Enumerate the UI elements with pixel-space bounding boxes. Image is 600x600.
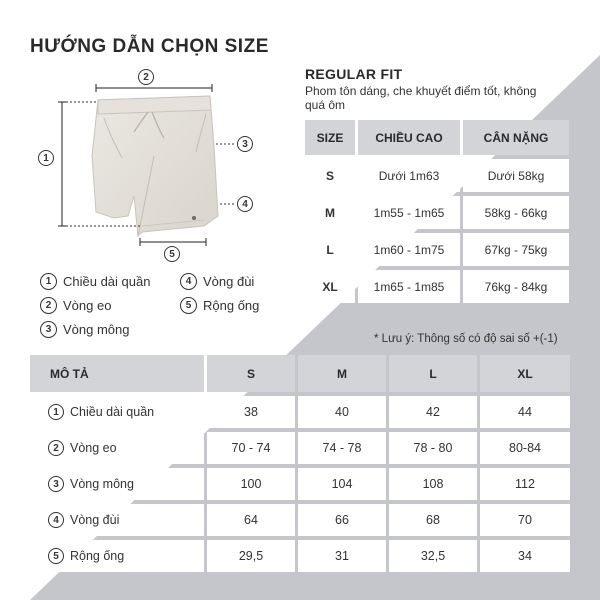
height-cell: Dưới 1m63: [358, 159, 460, 192]
measure-value: 32,5: [389, 540, 477, 572]
measure-row-label: [30, 468, 204, 500]
shorts-illustration: [30, 66, 270, 266]
measure-number: 5: [48, 548, 64, 564]
legend-number: 2: [40, 297, 57, 314]
measure-header-size: XL: [480, 355, 570, 392]
measure-value: 74 - 78: [298, 432, 386, 464]
tolerance-note: * Lưu ý: Thông số có độ sai số +(-1): [374, 333, 558, 345]
measure-value: 78 - 80: [389, 432, 477, 464]
size-table-header: CÂN NẶNG: [463, 120, 569, 155]
measure-number: 2: [48, 440, 64, 456]
measure-number: 4: [48, 512, 64, 528]
weight-cell: 76kg - 84kg: [463, 270, 569, 303]
size-table-header: SIZE: [305, 120, 355, 155]
legend-number: 4: [180, 273, 197, 290]
height-cell: 1m60 - 1m75: [358, 233, 460, 266]
height-cell: 1m65 - 1m85: [358, 270, 460, 303]
legend-label: Chiều dài quần: [63, 274, 151, 289]
size-cell: S: [305, 159, 355, 192]
measure-label: Rộng ống: [70, 549, 125, 563]
shorts-diagram: [30, 66, 270, 266]
weight-cell: 67kg - 75kg: [463, 233, 569, 266]
legend-item: [40, 321, 130, 338]
size-cell: XL: [305, 270, 355, 303]
legend-label: Vòng mông: [63, 322, 130, 337]
fit-description: Phom tôn dáng, che khuyết điểm tốt, không quá ôm: [305, 84, 537, 112]
legend-label: Rộng ống: [203, 298, 260, 313]
measure-row-label: [30, 540, 204, 572]
measure-value: 104: [298, 468, 386, 500]
measure-value: 66: [298, 504, 386, 536]
weight-cell: 58kg - 66kg: [463, 196, 569, 229]
page-title: HƯỚNG DẪN CHỌN SIZE: [30, 36, 269, 57]
size-cell: M: [305, 196, 355, 229]
measure-value: 44: [480, 396, 570, 428]
measure-value: 38: [207, 396, 295, 428]
measure-number: 1: [48, 404, 64, 420]
measure-value: 31: [298, 540, 386, 572]
legend-item: [180, 297, 259, 314]
measure-label: Vòng đùi: [70, 513, 120, 527]
legend-item: [40, 273, 150, 290]
marker-5: 5: [164, 246, 180, 262]
marker-2: 2: [138, 69, 154, 85]
size-table-header: CHIỀU CAO: [358, 120, 460, 155]
height-cell: 1m55 - 1m65: [358, 196, 460, 229]
marker-1: 1: [38, 150, 54, 166]
legend-number: 1: [40, 273, 57, 290]
measure-value: 108: [389, 468, 477, 500]
measure-value: 64: [207, 504, 295, 536]
measure-value: 100: [207, 468, 295, 500]
weight-cell: Dưới 58kg: [463, 159, 569, 192]
measure-label: Vòng mông: [70, 477, 134, 491]
legend-item: [40, 297, 111, 314]
measure-header-size: M: [298, 355, 386, 392]
legend-number: 3: [40, 321, 57, 338]
measure-row-label: [30, 504, 204, 536]
measure-header-description: MÔ TẢ: [30, 355, 204, 392]
measure-value: 40: [298, 396, 386, 428]
measure-label: Chiều dài quần: [70, 405, 155, 419]
legend-item: [180, 273, 254, 290]
measure-value: 112: [480, 468, 570, 500]
measure-value: 68: [389, 504, 477, 536]
size-cell: L: [305, 233, 355, 266]
legend-number: 5: [180, 297, 197, 314]
marker-3: 3: [237, 136, 253, 152]
measure-value: 42: [389, 396, 477, 428]
measure-value: 29,5: [207, 540, 295, 572]
marker-4: 4: [237, 196, 253, 212]
measurement-legend: [40, 273, 290, 343]
measure-header-size: S: [207, 355, 295, 392]
measure-number: 3: [48, 476, 64, 492]
measure-row-label: [30, 396, 204, 428]
measure-value: 34: [480, 540, 570, 572]
fit-name: REGULAR FIT: [305, 66, 403, 82]
measure-label: Vòng eo: [70, 441, 117, 455]
measure-row-label: [30, 432, 204, 464]
measure-value: 70: [480, 504, 570, 536]
measure-header-size: L: [389, 355, 477, 392]
measure-value: 70 - 74: [207, 432, 295, 464]
legend-label: Vòng eo: [63, 298, 112, 313]
measure-value: 80-84: [480, 432, 570, 464]
legend-label: Vòng đùi: [203, 274, 255, 289]
